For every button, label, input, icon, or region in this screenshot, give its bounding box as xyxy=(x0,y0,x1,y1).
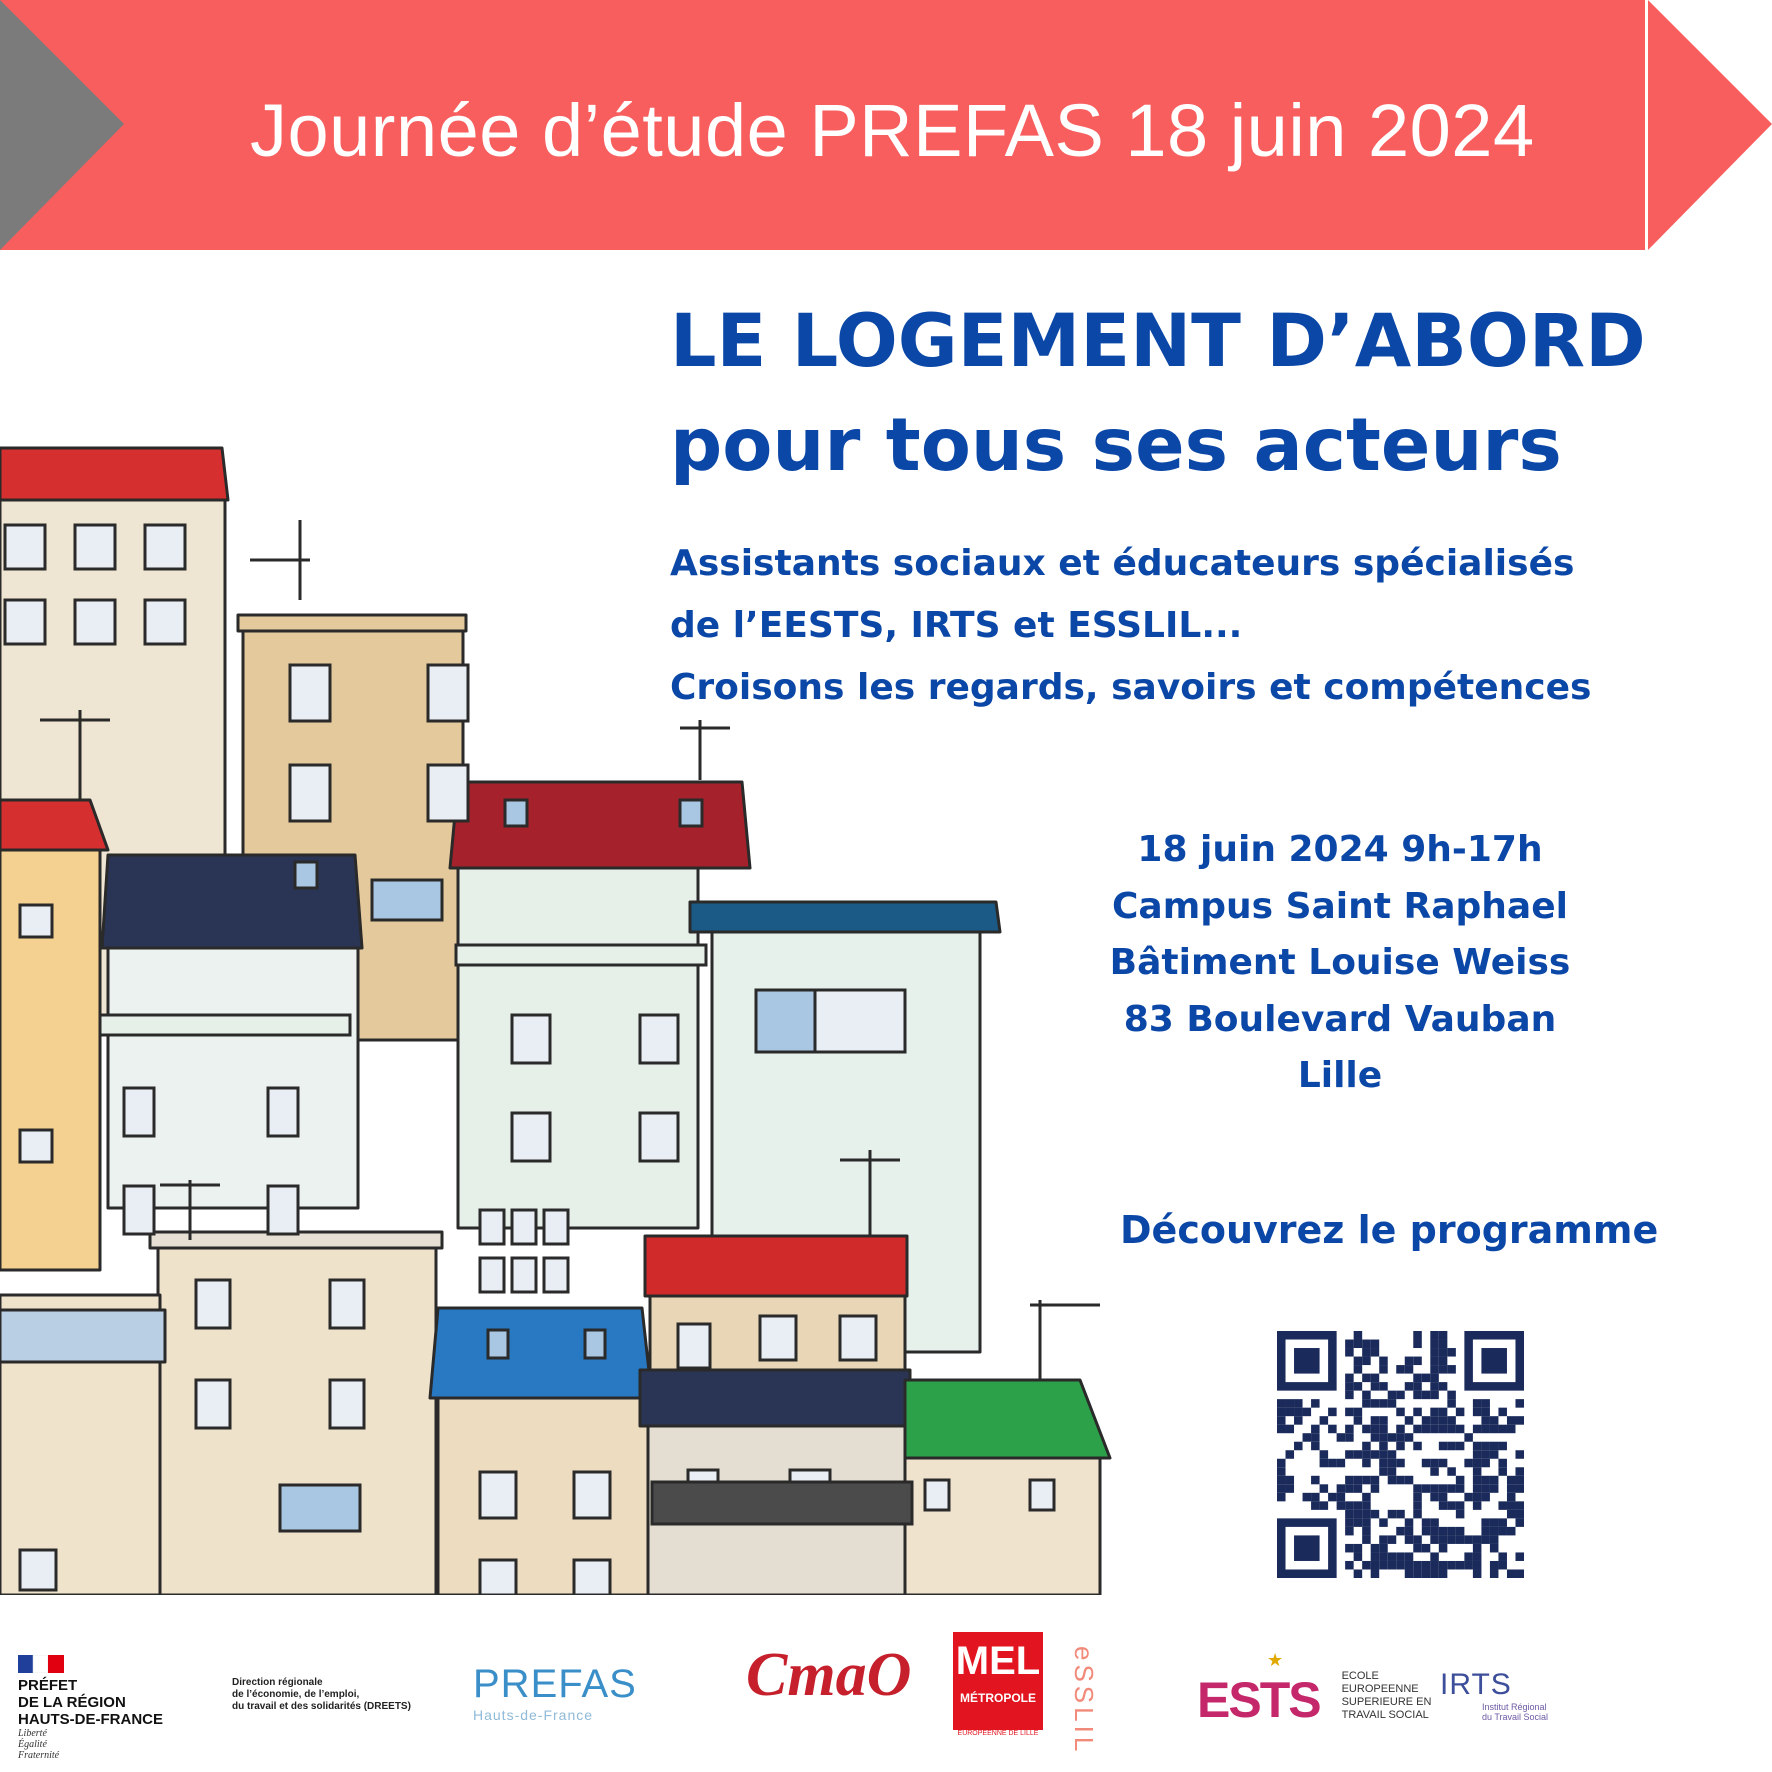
logo-mel: MEL MÉTROPOLE EUROPÉENNE DE LILLE xyxy=(953,1632,1043,1737)
star-icon: ★ xyxy=(1267,1650,1284,1671)
logo-irts: IRTS Institut Régional du Travail Social xyxy=(1440,1668,1549,1722)
building-left-red-roof xyxy=(0,800,108,1270)
event-date-time: 18 juin 2024 9h-17h xyxy=(1137,829,1543,870)
subtitle-line: Croisons les regards, savoirs et compétences xyxy=(670,667,1592,708)
logo-ests: ★ ESTS ECOLE EUROPEENNE SUPERIEURE EN TRAVAIL SOCIAL xyxy=(1197,1650,1432,1728)
logo-prefet-region: PRÉFET DE LA RÉGION HAUTS-DE-FRANCE Liberté Égalité Fraternité xyxy=(18,1655,188,1765)
event-address: 83 Boulevard Vauban xyxy=(1123,998,1557,1040)
event-details xyxy=(1090,822,1590,1105)
qr-code[interactable] xyxy=(1277,1331,1524,1578)
page-title-line-2: pour tous ses acteurs xyxy=(670,403,1562,488)
logo-prefas: PREFAS Hauts-de-France xyxy=(473,1662,637,1723)
buildings-illustration xyxy=(0,440,1120,1595)
page-title-line-1: LE LOGEMENT D’ABORD xyxy=(670,299,1646,384)
event-building: Bâtiment Louise Weiss xyxy=(1109,942,1571,983)
subtitle-line: Assistants sociaux et éducateurs spécialisés xyxy=(670,543,1575,584)
logo-esslil: eSSLIL xyxy=(1069,1646,1099,1756)
event-campus: Campus Saint Raphael xyxy=(1112,885,1568,927)
building-center-red-roof xyxy=(450,782,750,1228)
building-lower-left-tan xyxy=(150,1232,442,1595)
logo-dreets: Direction régionale de l’économie, de l’emploi, du travail et des solidarités (DREETS) xyxy=(232,1677,411,1712)
program-link[interactable]: Découvrez le programme xyxy=(1120,1208,1659,1252)
banner-title: Journée d’étude PREFAS 18 juin 2024 xyxy=(250,89,1535,172)
event-city: Lille xyxy=(1297,1055,1383,1096)
building-blue-roof xyxy=(430,1308,652,1595)
banner-arrow-tip xyxy=(1648,0,1772,250)
french-flag-icon xyxy=(18,1655,64,1673)
logo-cmao: CmaO xyxy=(746,1641,912,1709)
subtitle-line: de l’EESTS, IRTS et ESSLIL... xyxy=(670,605,1243,646)
